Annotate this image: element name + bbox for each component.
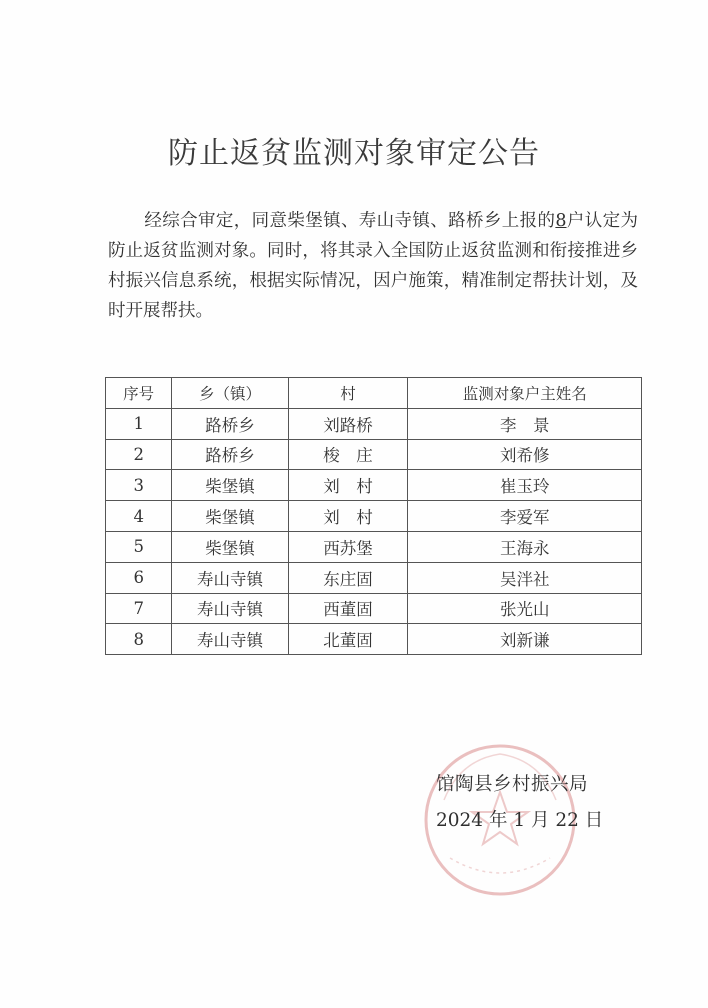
announcement-paragraph	[108, 206, 638, 326]
cell-village: 北董固	[288, 624, 408, 655]
cell-village: 梭 庄	[288, 439, 408, 470]
cell-town: 柴堡镇	[172, 531, 288, 562]
table-row	[106, 439, 642, 470]
cell-no: 6	[106, 562, 172, 593]
signing-date: 2024 年 1 月 22 日	[436, 810, 604, 831]
cell-village: 刘 村	[288, 501, 408, 532]
cell-village: 东庄固	[288, 562, 408, 593]
cell-town: 路桥乡	[172, 408, 288, 439]
cell-village: 西苏堡	[288, 531, 408, 562]
cell-no: 1	[106, 408, 172, 439]
cell-village: 刘 村	[288, 470, 408, 501]
cell-no: 2	[106, 439, 172, 470]
table-row	[106, 562, 642, 593]
cell-town: 寿山寺镇	[172, 562, 288, 593]
paragraph-part-1: 经综合审定，同意柴堡镇、寿山寺镇、路桥乡上报的	[144, 211, 556, 231]
cell-village: 西董固	[288, 593, 408, 624]
header-no: 序号	[106, 378, 172, 409]
cell-town: 路桥乡	[172, 439, 288, 470]
signing-organization: 馆陶县乡村振兴局	[436, 774, 589, 795]
cell-name: 李爱军	[408, 501, 642, 532]
cell-no: 7	[106, 593, 172, 624]
header-village: 村	[288, 378, 408, 409]
table-row	[106, 593, 642, 624]
cell-town: 柴堡镇	[172, 470, 288, 501]
cell-name: 张光山	[408, 593, 642, 624]
cell-village: 刘路桥	[288, 408, 408, 439]
cell-name: 刘新谦	[408, 624, 642, 655]
table-row	[106, 408, 642, 439]
cell-no: 8	[106, 624, 172, 655]
cell-town: 寿山寺镇	[172, 624, 288, 655]
paragraph-part-2: 户认定为防止返贫监测对象。同时，将其录入全国防止返贫监测和衔接推进乡村振兴信息系统，根据实际情况，因户施策，精准制定帮扶计划，及时开展帮扶。	[108, 211, 639, 321]
cell-town: 柴堡镇	[172, 501, 288, 532]
cell-name: 崔玉玲	[408, 470, 642, 501]
document-title: 防止返贫监测对象审定公告	[168, 136, 540, 171]
table-row	[106, 470, 642, 501]
monitoring-roster-table	[105, 377, 642, 655]
header-town: 乡（镇）	[172, 378, 288, 409]
household-count: 8	[555, 211, 567, 231]
cell-no: 5	[106, 531, 172, 562]
cell-name: 吴泮社	[408, 562, 642, 593]
cell-no: 3	[106, 470, 172, 501]
header-name: 监测对象户主姓名	[408, 378, 642, 409]
cell-no: 4	[106, 501, 172, 532]
cell-name: 王海永	[408, 531, 642, 562]
table-header-row	[106, 378, 642, 409]
cell-name: 李 景	[408, 408, 642, 439]
table-row	[106, 501, 642, 532]
cell-name: 刘希修	[408, 439, 642, 470]
table-row	[106, 624, 642, 655]
cell-town: 寿山寺镇	[172, 593, 288, 624]
table-row	[106, 531, 642, 562]
